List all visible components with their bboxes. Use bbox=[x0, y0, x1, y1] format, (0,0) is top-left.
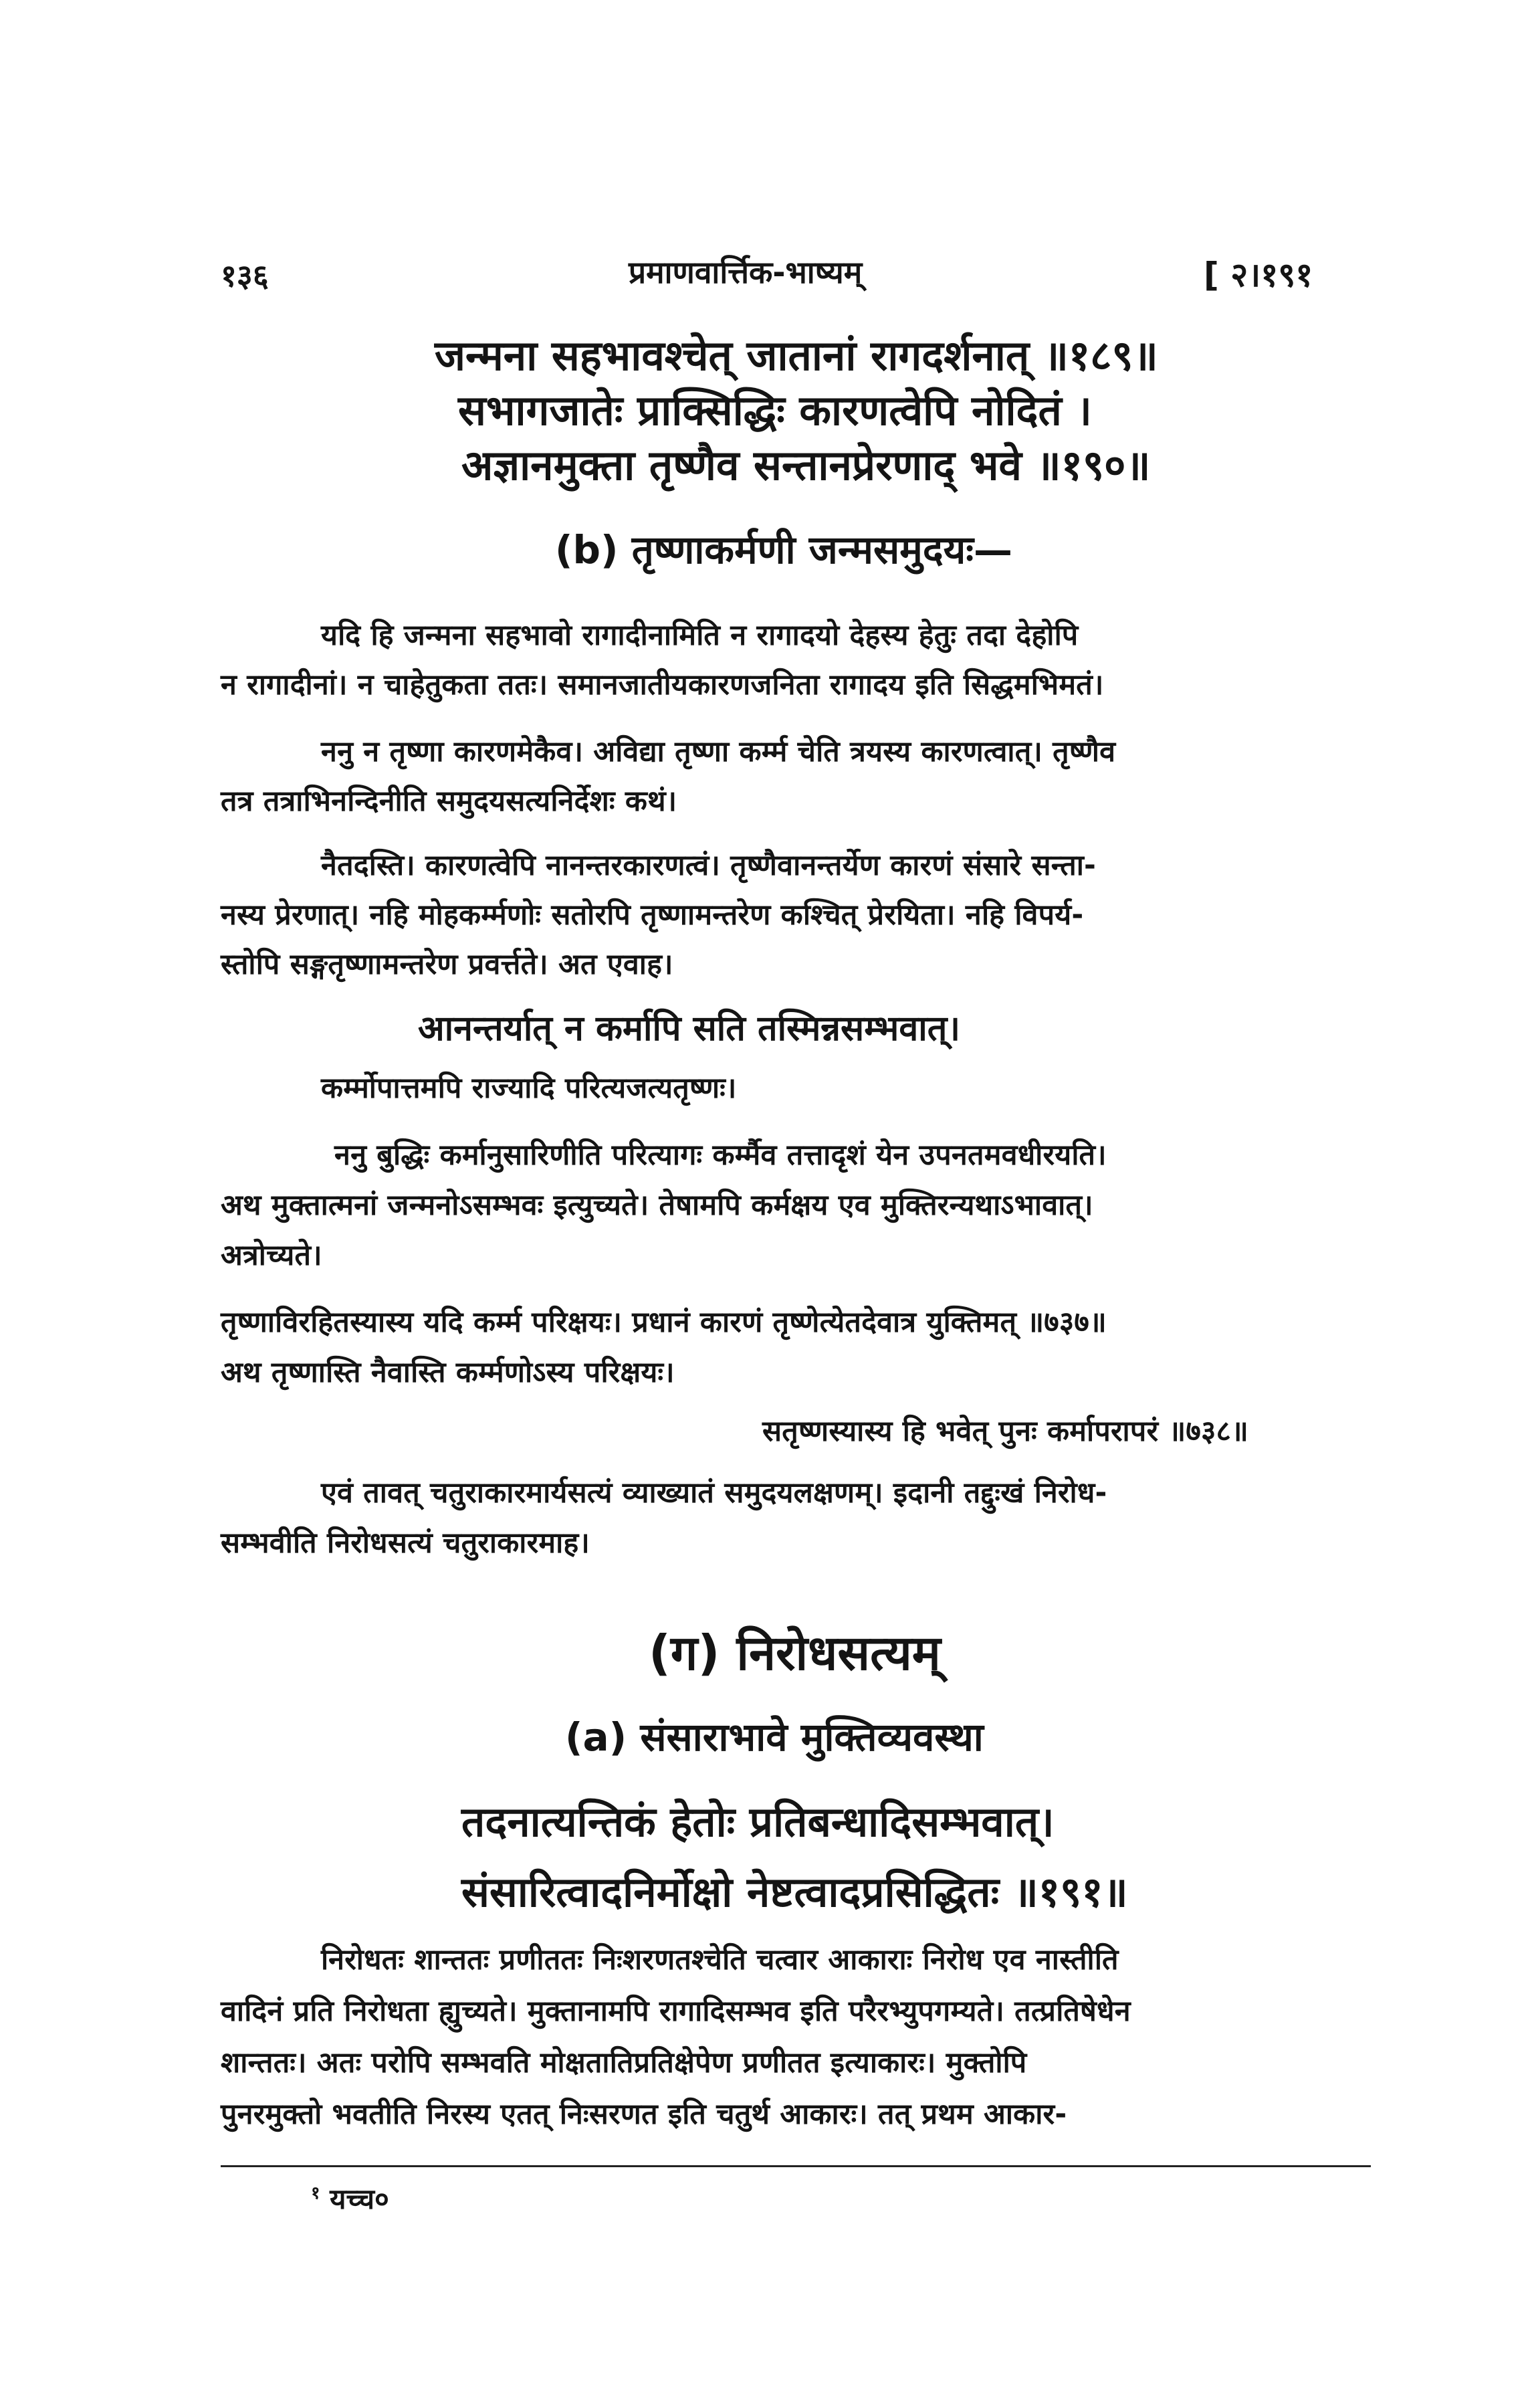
prose-line: नैतदस्ति। कारणत्वेपि नानन्तरकारणत्वं। तृष्णैवानन्तर्येण कारणं संसारे सन्ता- bbox=[321, 849, 1097, 882]
prose-line: ननु न तृष्णा कारणमेकैव। अविद्या तृष्णा कर्म्म चेति त्रयस्य कारणत्वात्। तृष्णैव bbox=[321, 735, 1116, 769]
prose-line: अथ मुक्तात्मनां जन्मनोऽसम्भवः इत्युच्यते। तेषामपि कर्मक्षय एव मुक्तिरन्यथाऽभावात्। bbox=[221, 1189, 1093, 1222]
prose-line: शान्ततः। अतः परोपि सम्भवति मोक्षतातिप्रतिक्षेपेण प्रणीतत इत्याकारः। मुक्तोपि bbox=[221, 2046, 1027, 2080]
page-number: १३६ bbox=[221, 258, 269, 294]
footnote bbox=[311, 2179, 389, 2217]
subheading-b: (b) तृष्णाकर्मणी जन्मसमुदयः— bbox=[555, 527, 1013, 573]
verse-line: अज्ञानमुक्ता तृष्णैव सन्तानप्रेरणाद् भवे ॥१९०॥ bbox=[461, 441, 1151, 490]
section-heading-ga: (ग) निरोधसत्यम् bbox=[649, 1625, 941, 1681]
prose-line: यदि हि जन्मना सहभावो रागादीनामिति न रागादयो देहस्य हेतुः तदा देहोपि bbox=[321, 619, 1079, 652]
prose-line: नस्य प्रेरणात्। नहि मोहकर्म्मणोः सतोरपि तृष्णामन्तरेण कश्चित् प्रेरयिता। नहि विपर्य- bbox=[221, 898, 1084, 932]
prose-line: स्तोपि सङ्गतृष्णामन्तरेण प्रवर्त्तते। अत एवाह। bbox=[221, 948, 673, 981]
verse-line: सभागजातेः प्राक्सिद्धिः कारणत्वेपि नोदितं । bbox=[458, 386, 1092, 435]
prose-line: अत्रोच्यते। bbox=[221, 1239, 322, 1272]
prose-line: एवं तावत् चतुराकारमार्यसत्यं व्याख्यातं समुदयलक्षणम्। इदानी तद्दुःखं निरोध- bbox=[321, 1476, 1107, 1510]
section-reference: [ २।१९१ bbox=[1204, 256, 1313, 294]
prose-line: पुनरमुक्तो भवतीति निरस्य एतत् निःसरणत इति चतुर्थ आकारः। तत् प्रथम आकार- bbox=[221, 2098, 1067, 2131]
prose-line: तृष्णाविरहितस्यास्य यदि कर्म्म परिक्षयः। प्रधानं कारणं तृष्णेत्येतदेवात्र युक्तिमत् ॥७३७॥ bbox=[221, 1306, 1107, 1339]
verse-line: तदनात्यन्तिकं हेतोः प्रतिबन्धादिसम्भवात्। bbox=[461, 1797, 1055, 1846]
running-title: प्रमाणवार्त्तिक-भाष्यम् bbox=[629, 254, 863, 290]
verse-half: आनन्तर्यात् न कर्मापि सति तस्मिन्नसम्भवात्। bbox=[418, 1009, 961, 1049]
prose-line: न रागादीनां। न चाहेतुकता ततः। समानजातीयकारणजनिता रागादय इति सिद्धमभिमतं। bbox=[221, 668, 1104, 702]
subheading-a: (a) संसाराभावे मुक्तिव्यवस्था bbox=[565, 1714, 984, 1760]
prose-line: ननु बुद्धिः कर्मानुसारिणीति परित्यागः कर्म्मैव तत्तादृशं येन उपनतमवधीरयति। bbox=[334, 1138, 1107, 1172]
verse-738: सतृष्णस्यास्य हि भवेत् पुनः कर्मापरापरं ॥७३८॥ bbox=[762, 1415, 1249, 1448]
prose-line: वादिनं प्रति निरोधता ह्युच्यते। मुक्तानामपि रागादिसम्भव इति परैरभ्युपगम्यते। तत्प्रतिषेधेन bbox=[221, 1995, 1131, 2028]
prose-line: निरोधतः शान्ततः प्रणीततः निःशरणतश्चेति चत्वार आकाराः निरोध एव नास्तीति bbox=[321, 1943, 1119, 1977]
footnote-mark: १ bbox=[311, 2183, 320, 2203]
verse-line: संसारित्वादनिर्मोक्षो नेष्टत्वादप्रसिद्धितः ॥१९१॥ bbox=[461, 1868, 1128, 1916]
prose-line: अथ तृष्णास्ति नैवास्ति कर्म्मणोऽस्य परिक्षयः। bbox=[221, 1356, 675, 1389]
footnote-divider bbox=[221, 2165, 1371, 2167]
footnote-text: यच्च० bbox=[330, 2183, 389, 2215]
verse-line: जन्मना सहभावश्चेत् जातानां रागदर्शनात् ॥१८९॥ bbox=[435, 331, 1158, 380]
prose-line: तत्र तत्राभिनन्दिनीति समुदयसत्यनिर्देशः कथं। bbox=[221, 785, 677, 818]
prose-line: कर्म्मोपात्तमपि राज्यादि परित्यजत्यतृष्णः। bbox=[321, 1072, 737, 1105]
prose-line: सम्भवीति निरोधसत्यं चतुराकारमाह। bbox=[221, 1526, 590, 1560]
